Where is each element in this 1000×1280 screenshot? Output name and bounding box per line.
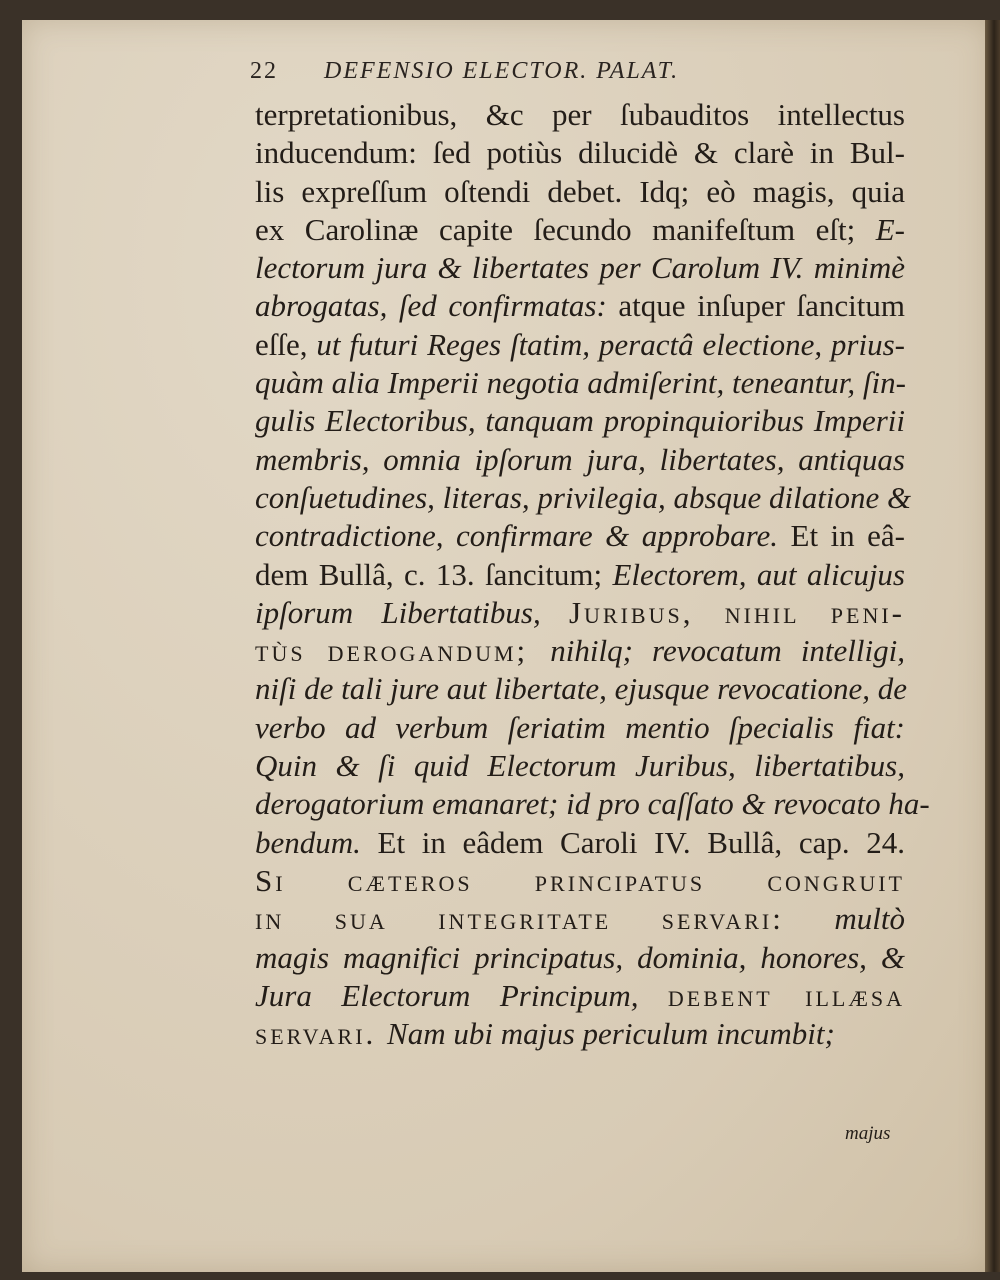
italic-segment: ut futuri Reges ſtatim, peractâ electione, prius- [316, 326, 905, 362]
text-line [255, 862, 905, 900]
catchword: majus [845, 1123, 891, 1144]
roman-segment: terpretationibus, &c per ſubauditos intellectus [255, 97, 905, 132]
text-line [255, 1015, 905, 1053]
body-text [255, 96, 930, 1053]
roman-segment: eſſe, [255, 326, 317, 362]
text-line [255, 594, 905, 632]
small-caps-segment: tùs derogandum; [255, 633, 551, 669]
text-line [255, 134, 905, 172]
small-caps-segment: Si cæteros principatus congruit [255, 862, 905, 898]
italic-segment: contradictione, confirmare & approbare. [255, 518, 779, 554]
italic-segment: Jura Electorum Principum, [255, 977, 668, 1013]
italic-segment: abrogatas, ſed confirmatas: [255, 288, 607, 324]
italic-segment: bendum. [255, 824, 361, 860]
text-line [255, 96, 905, 134]
italic-segment: derogatorium emanaret; id pro caſſato & revocato ha- [255, 786, 930, 822]
text-line [255, 747, 905, 785]
running-header [250, 58, 910, 85]
italic-segment: quàm alia Imperii negotia admiſerint, teneantur, ſin- [255, 365, 906, 401]
italic-segment: gulis Electoribus, tanquam propinquioribus Imperii [255, 403, 905, 439]
text-line [255, 364, 905, 402]
text-line [255, 173, 905, 211]
text-line [255, 479, 912, 517]
text-line [255, 211, 905, 249]
italic-segment: nihilq; revocatum intelligi, [550, 633, 905, 669]
book-edge [985, 20, 1000, 1272]
roman-segment: ex Carolinæ capite ſecundo manifeſtum eſt; [255, 211, 876, 247]
roman-segment: inducendum: ſed potiùs dilucidè & clarè in Bul- [255, 135, 905, 171]
italic-segment: Nam ubi majus periculum incumbit; [387, 1016, 835, 1052]
roman-segment: lis expreſſum oſtendi debet. Idq; eò magis, quia [255, 173, 905, 209]
small-caps-segment: servari. [255, 1016, 388, 1052]
text-line [255, 517, 905, 555]
running-title: DEFENSIO ELECTOR. PALAT. [324, 58, 680, 84]
roman-segment: Et in eâ- [778, 518, 905, 554]
italic-segment: Quin & ſi quid Electorum Juribus, libertatibus, [255, 748, 905, 784]
italic-segment: membris, omnia ipſorum jura, libertates, antiquas [255, 441, 905, 477]
text-line [255, 939, 905, 977]
text-line [255, 287, 905, 325]
italic-segment: multò [834, 901, 905, 937]
text-line [255, 441, 905, 479]
italic-segment: verbo ad verbum ſeriatim mentio ſpecialis fiat: [255, 709, 905, 745]
italic-segment: conſuetudines, literas, privilegia, absque dilatione & [255, 479, 912, 515]
text-line [255, 632, 905, 670]
small-caps-segment: in sua integritate servari: [255, 901, 835, 937]
text-line [255, 326, 905, 364]
page-number: 22 [250, 58, 278, 84]
roman-segment: dem Bullâ, c. 13. ſancitum; [255, 556, 613, 592]
text-line [255, 824, 905, 862]
text-line [255, 785, 930, 823]
roman-segment: atque inſuper ſancitum [606, 288, 905, 324]
text-line [255, 556, 905, 594]
italic-segment: E- [875, 211, 905, 247]
small-caps-segment: Juribus, nihil peni- [568, 594, 905, 630]
text-line [255, 402, 905, 440]
text-line [255, 249, 905, 287]
roman-segment: Et in eâdem Caroli IV. Bullâ, cap. 24. [360, 824, 905, 860]
text-line [255, 709, 905, 747]
italic-segment: magis magnifici principatus, dominia, honores, & [255, 939, 905, 975]
text-line [255, 900, 905, 938]
text-line [255, 977, 905, 1015]
text-line [255, 670, 905, 708]
italic-segment: ipſorum Libertatibus, [255, 594, 569, 630]
italic-segment: niſi de tali jure aut libertate, ejusque revocatione, de [255, 671, 907, 707]
italic-segment: Electorem, aut alicujus [612, 556, 905, 592]
small-caps-segment: debent illæsa [667, 977, 905, 1013]
italic-segment: lectorum jura & libertates per Carolum IV. minimè [255, 250, 905, 286]
